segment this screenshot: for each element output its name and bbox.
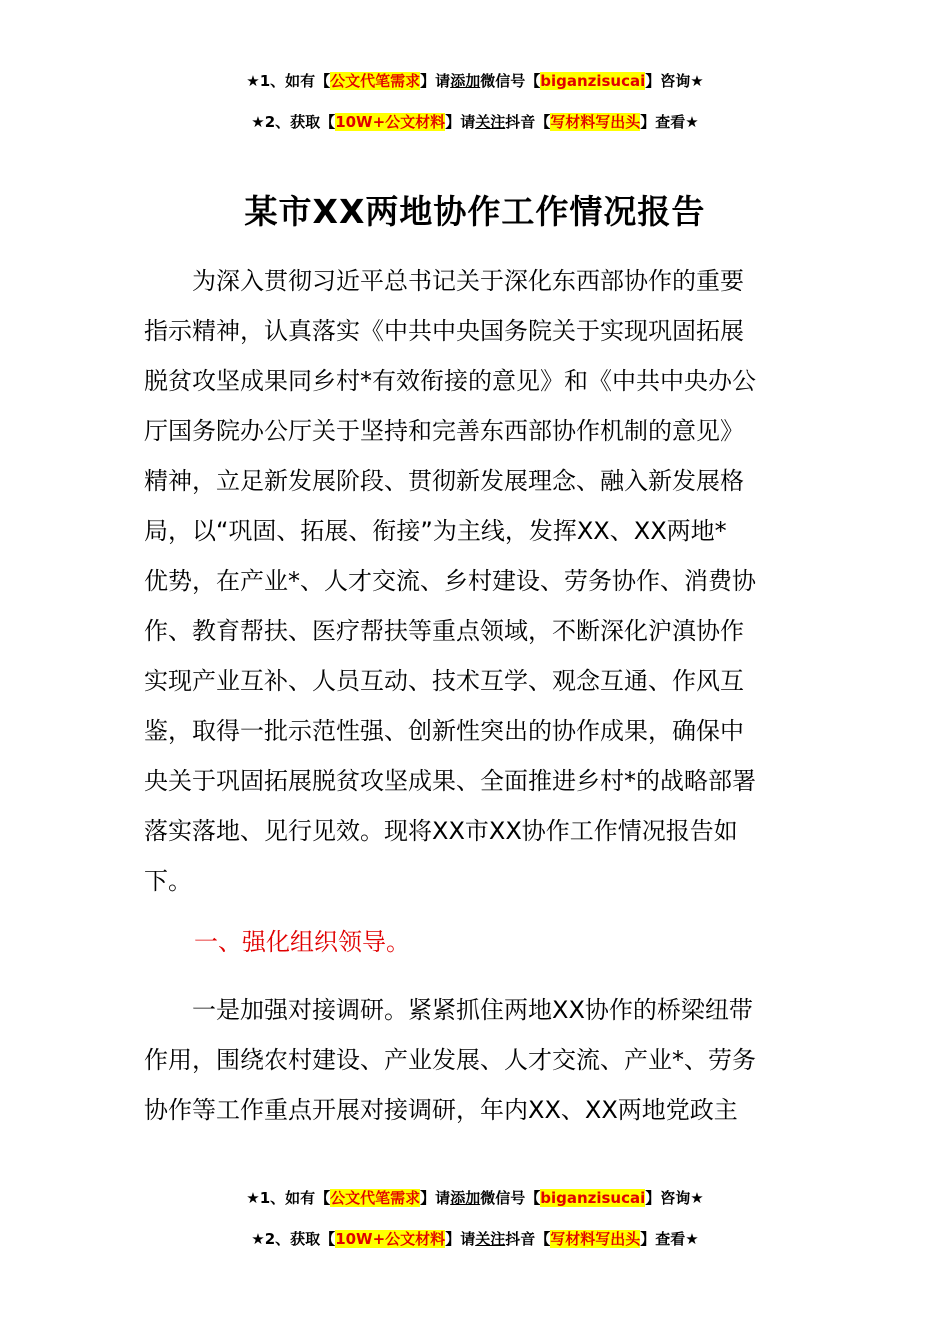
notice-text: ★1、如有【	[246, 72, 331, 90]
notice-highlight: 公文代笔需求	[330, 72, 421, 90]
notice-text: 】查看★	[640, 113, 699, 131]
notice-text: 】请	[445, 1230, 476, 1248]
notice-text: 】请	[420, 1189, 451, 1207]
notice-text: 抖音【	[505, 1230, 551, 1248]
document-title: 某市XX两地协作工作情况报告	[244, 192, 706, 231]
notice-text: 】请	[445, 113, 476, 131]
paragraph-line: 鉴，取得一批示范性强、创新性突出的协作成果，确保中	[144, 717, 744, 745]
paragraph-line: 优势，在产业*、人才交流、乡村建设、劳务协作、消费协	[144, 567, 756, 595]
paragraph-line: 协作等工作重点开展对接调研，年内XX、XX两地党政主	[144, 1096, 738, 1124]
paragraph-line: 指示精神，认真落实《中共中央国务院关于实现巩固拓展	[144, 317, 744, 345]
notice-text: 】咨询★	[645, 72, 704, 90]
paragraph-line: 局，以“巩固、拓展、衔接”为主线，发挥XX、XX两地*	[144, 517, 727, 545]
notice-underline: 添加	[450, 1189, 481, 1207]
notice-underline: 添加	[450, 72, 481, 90]
notice-highlight: biganzisucai	[540, 1189, 646, 1207]
paragraph-line: 作用，围绕农村建设、产业发展、人才交流、产业*、劳务	[144, 1046, 756, 1074]
notice-text: 】请	[420, 72, 451, 90]
notice-text: ★1、如有【	[246, 1189, 331, 1207]
notice-underline: 关注	[475, 113, 506, 131]
paragraph-line: 一是加强对接调研。紧紧抓住两地XX协作的桥梁纽带	[144, 996, 753, 1024]
paragraph-line: 为深入贯彻习近平总书记关于深化东西部协作的重要	[144, 267, 744, 295]
paragraph-line: 央关于巩固拓展脱贫攻坚成果、全面推进乡村*的战略部署	[144, 767, 756, 795]
intro-paragraph	[144, 256, 806, 906]
paragraph-line: 精神，立足新发展阶段、贯彻新发展理念、融入新发展格	[144, 467, 744, 495]
notice-line-2-top	[0, 111, 950, 132]
notice-highlight: biganzisucai	[540, 72, 646, 90]
notice-text: 微信号【	[480, 72, 541, 90]
paragraph-line: 作、教育帮扶、医疗帮扶等重点领域，不断深化沪滇协作	[144, 617, 744, 645]
notice-text: ★2、获取【	[251, 1230, 336, 1248]
notice-highlight: 10W+公文材料	[335, 1230, 446, 1248]
notice-highlight: 公文代笔需求	[330, 1189, 421, 1207]
paragraph-line: 落实落地、见行见效。现将XX市XX协作工作情况报告如	[144, 817, 738, 845]
paragraph-line: 实现产业互补、人员互动、技术互学、观念互通、作风互	[144, 667, 744, 695]
notice-highlight: 写材料写出头	[550, 1230, 641, 1248]
notice-text: 微信号【	[480, 1189, 541, 1207]
notice-text: ★2、获取【	[251, 113, 336, 131]
paragraph-line: 脱贫攻坚成果同乡村*有效衔接的意见》和《中共中央办公	[144, 367, 756, 395]
section1-paragraph	[144, 985, 806, 1135]
notice-highlight: 10W+公文材料	[335, 113, 446, 131]
notice-text: 抖音【	[505, 113, 551, 131]
section-heading: 一、强化组织领导。	[194, 928, 410, 956]
notice-underline: 关注	[475, 1230, 506, 1248]
notice-highlight: 写材料写出头	[550, 113, 641, 131]
notice-text: 】咨询★	[645, 1189, 704, 1207]
notice-line-1-bottom	[0, 1187, 950, 1208]
notice-line-1-top	[0, 70, 950, 91]
paragraph-line: 厅国务院办公厅关于坚持和完善东西部协作机制的意见》	[144, 417, 744, 445]
notice-line-2-bottom	[0, 1228, 950, 1249]
notice-text: 】查看★	[640, 1230, 699, 1248]
paragraph-line: 下。	[144, 867, 192, 895]
